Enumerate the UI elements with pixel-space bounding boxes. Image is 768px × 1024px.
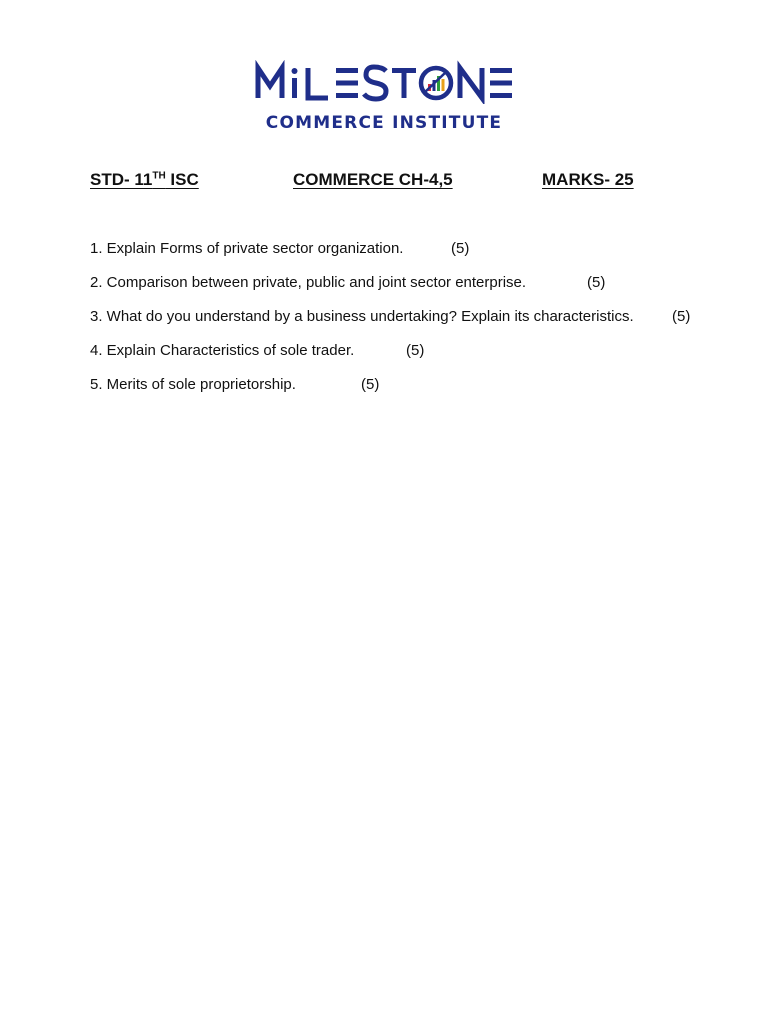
paper-header <box>90 170 690 194</box>
standard-suffix: TH <box>152 170 166 182</box>
question-marks: (5) <box>451 240 470 257</box>
question-item <box>90 376 730 410</box>
question-item <box>90 240 730 274</box>
question-marks: (5) <box>672 308 691 325</box>
question-item <box>90 308 730 342</box>
question-text: 4. Explain Characteristics of sole trader. <box>90 342 355 359</box>
subject-label: COMMERCE CH-4,5 <box>293 170 453 189</box>
logo-wordmark <box>254 60 514 109</box>
bar-chart-circle-icon <box>421 68 451 98</box>
milestone-logo-svg <box>254 60 514 104</box>
question-item <box>90 274 730 308</box>
question-marks: (5) <box>587 274 606 291</box>
question-text: 5. Merits of sole proprietorship. <box>90 376 296 393</box>
standard-label <box>90 170 199 190</box>
question-marks: (5) <box>406 342 425 359</box>
question-list <box>90 240 730 410</box>
question-text: 3. What do you understand by a business undertaking? Explain its characteristics. <box>90 308 634 325</box>
question-marks: (5) <box>361 376 380 393</box>
institute-logo <box>0 60 768 133</box>
standard-number: STD- 11 <box>90 170 153 189</box>
question-item <box>90 342 730 376</box>
board-name: ISC <box>165 170 199 189</box>
total-marks: MARKS- 25 <box>542 170 634 189</box>
question-text: 1. Explain Forms of private sector organization. <box>90 240 404 257</box>
question-text: 2. Comparison between private, public and joint sector enterprise. <box>90 274 527 291</box>
logo-subtitle: COMMERCE INSTITUTE <box>265 113 503 133</box>
